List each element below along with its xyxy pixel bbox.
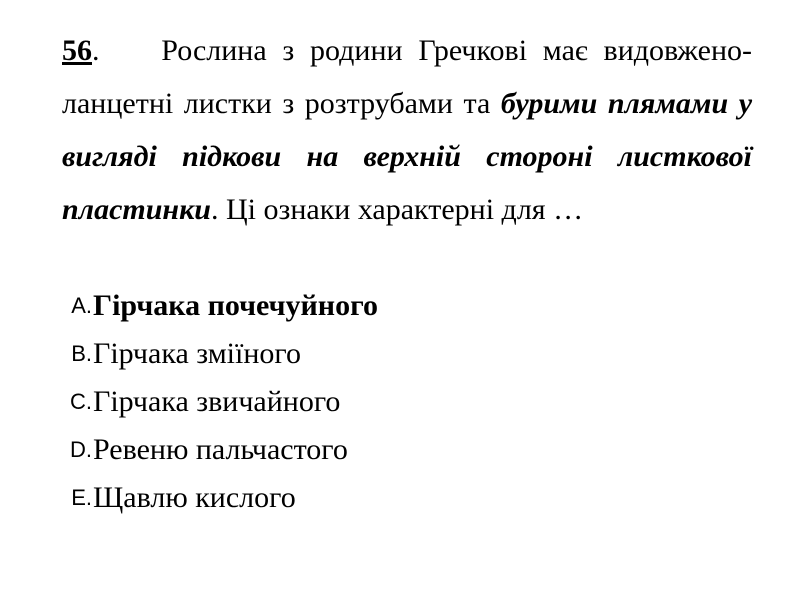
- question-text: [62, 24, 752, 236]
- answer-option-a[interactable]: [0, 282, 800, 330]
- question-emphasis: бурими плямами у вигляді підкови на верхній стороні листкової пластинки: [62, 87, 753, 226]
- question-number-dot: .: [92, 34, 100, 67]
- answer-option-b[interactable]: [0, 330, 800, 378]
- answer-option-e[interactable]: [0, 474, 800, 522]
- answer-option-c[interactable]: [0, 378, 800, 426]
- option-letter: C.: [70, 389, 92, 414]
- option-text: Гірчака зміїного: [93, 337, 301, 370]
- option-letter: A.: [71, 293, 92, 318]
- option-letter: E.: [71, 485, 92, 510]
- option-text: Ревеню пальчастого: [93, 433, 348, 466]
- question-outro: . Ці ознаки характерні для …: [210, 193, 584, 226]
- question-number: 56: [62, 34, 92, 67]
- option-letter: D.: [70, 437, 92, 462]
- option-text: Гірчака почечуйного: [93, 289, 378, 322]
- answer-option-d[interactable]: [0, 426, 800, 474]
- answer-options-list: [0, 282, 800, 522]
- option-text: Щавлю кислого: [93, 481, 296, 514]
- question-intro: Рослина з родини Гречкові має видовжено-ланцетні листки з розтрубами та: [62, 34, 752, 120]
- option-letter: B.: [71, 341, 92, 366]
- option-text: Гірчака звичайного: [93, 385, 341, 418]
